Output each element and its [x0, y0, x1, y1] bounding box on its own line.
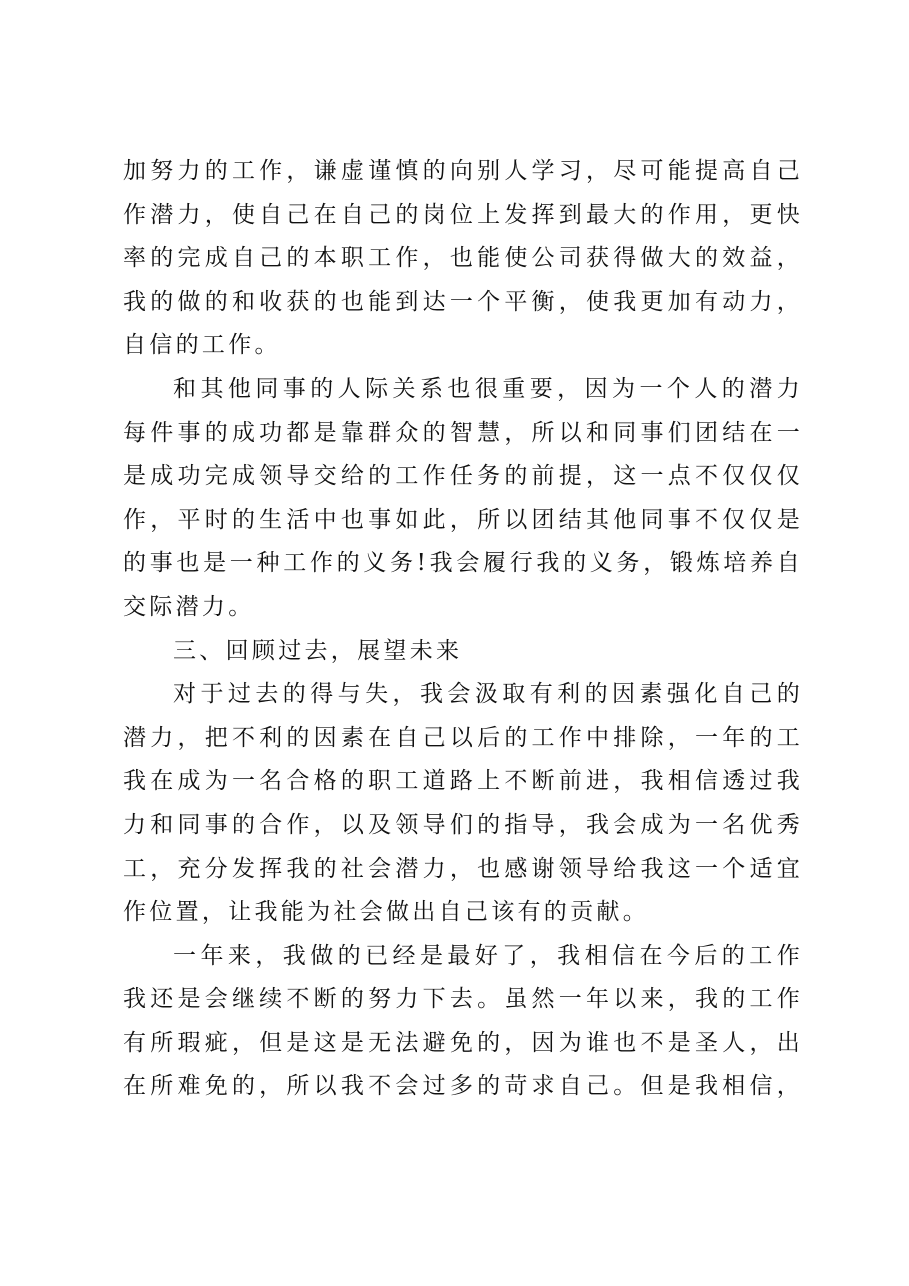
text-line: 有所瑕疵，但是这是无法避免的，因为谁也不是圣人，出 [123, 1029, 803, 1056]
text-line: 对于过去的得与失，我会汲取有利的因素强化自己的 [173, 681, 803, 708]
text-line: 率的完成自己的本职工作，也能使公司获得做大的效益， [123, 245, 803, 272]
text-line: 和其他同事的人际关系也很重要，因为一个人的潜力 [173, 375, 803, 402]
text-line: 工，充分发挥我的社会潜力，也感谢领导给我这一个适宜 [123, 855, 803, 882]
text-line: 我的做的和收获的也能到达一个平衡，使我更加有动力， [123, 288, 803, 315]
text-line: 交际潜力。 [123, 593, 255, 620]
text-line: 是成功完成领导交给的工作任务的前提，这一点不仅仅仅 [123, 463, 803, 490]
text-line: 自信的工作。 [123, 332, 281, 359]
text-line: 一年来，我做的已经是最好了，我相信在今后的工作 [173, 942, 803, 969]
text-line: 我还是会继续不断的努力下去。虽然一年以来，我的工作 [123, 986, 803, 1013]
text-line: 潜力，把不利的因素在自己以后的工作中排除，一年的工 [123, 724, 803, 751]
text-line: 在所难免的，所以我不会过多的苛求自己。但是我相信， [123, 1073, 803, 1100]
text-line: 作，平时的生活中也事如此，所以团结其他同事不仅仅是 [123, 506, 803, 533]
text-line: 加努力的工作，谦虚谨慎的向别人学习，尽可能提高自己 [123, 158, 803, 184]
text-line: 三、回顾过去，展望未来 [173, 637, 463, 664]
text-line: 的事也是一种工作的义务!我会履行我的义务，锻炼培养自 [123, 550, 803, 577]
text-line: 力和同事的合作，以及领导们的指导，我会成为一名优秀 [123, 811, 803, 838]
body-text [123, 150, 803, 1109]
text-line: 作潜力，使自己在自己的岗位上发挥到最大的作用，更快 [123, 201, 803, 228]
text-line: 作位置，让我能为社会做出自己该有的贡献。 [123, 899, 649, 926]
text-line: 我在成为一名合格的职工道路上不断前进，我相信透过我 [123, 768, 803, 795]
text-line: 每件事的成功都是靠群众的智慧，所以和同事们团结在一 [123, 419, 803, 446]
